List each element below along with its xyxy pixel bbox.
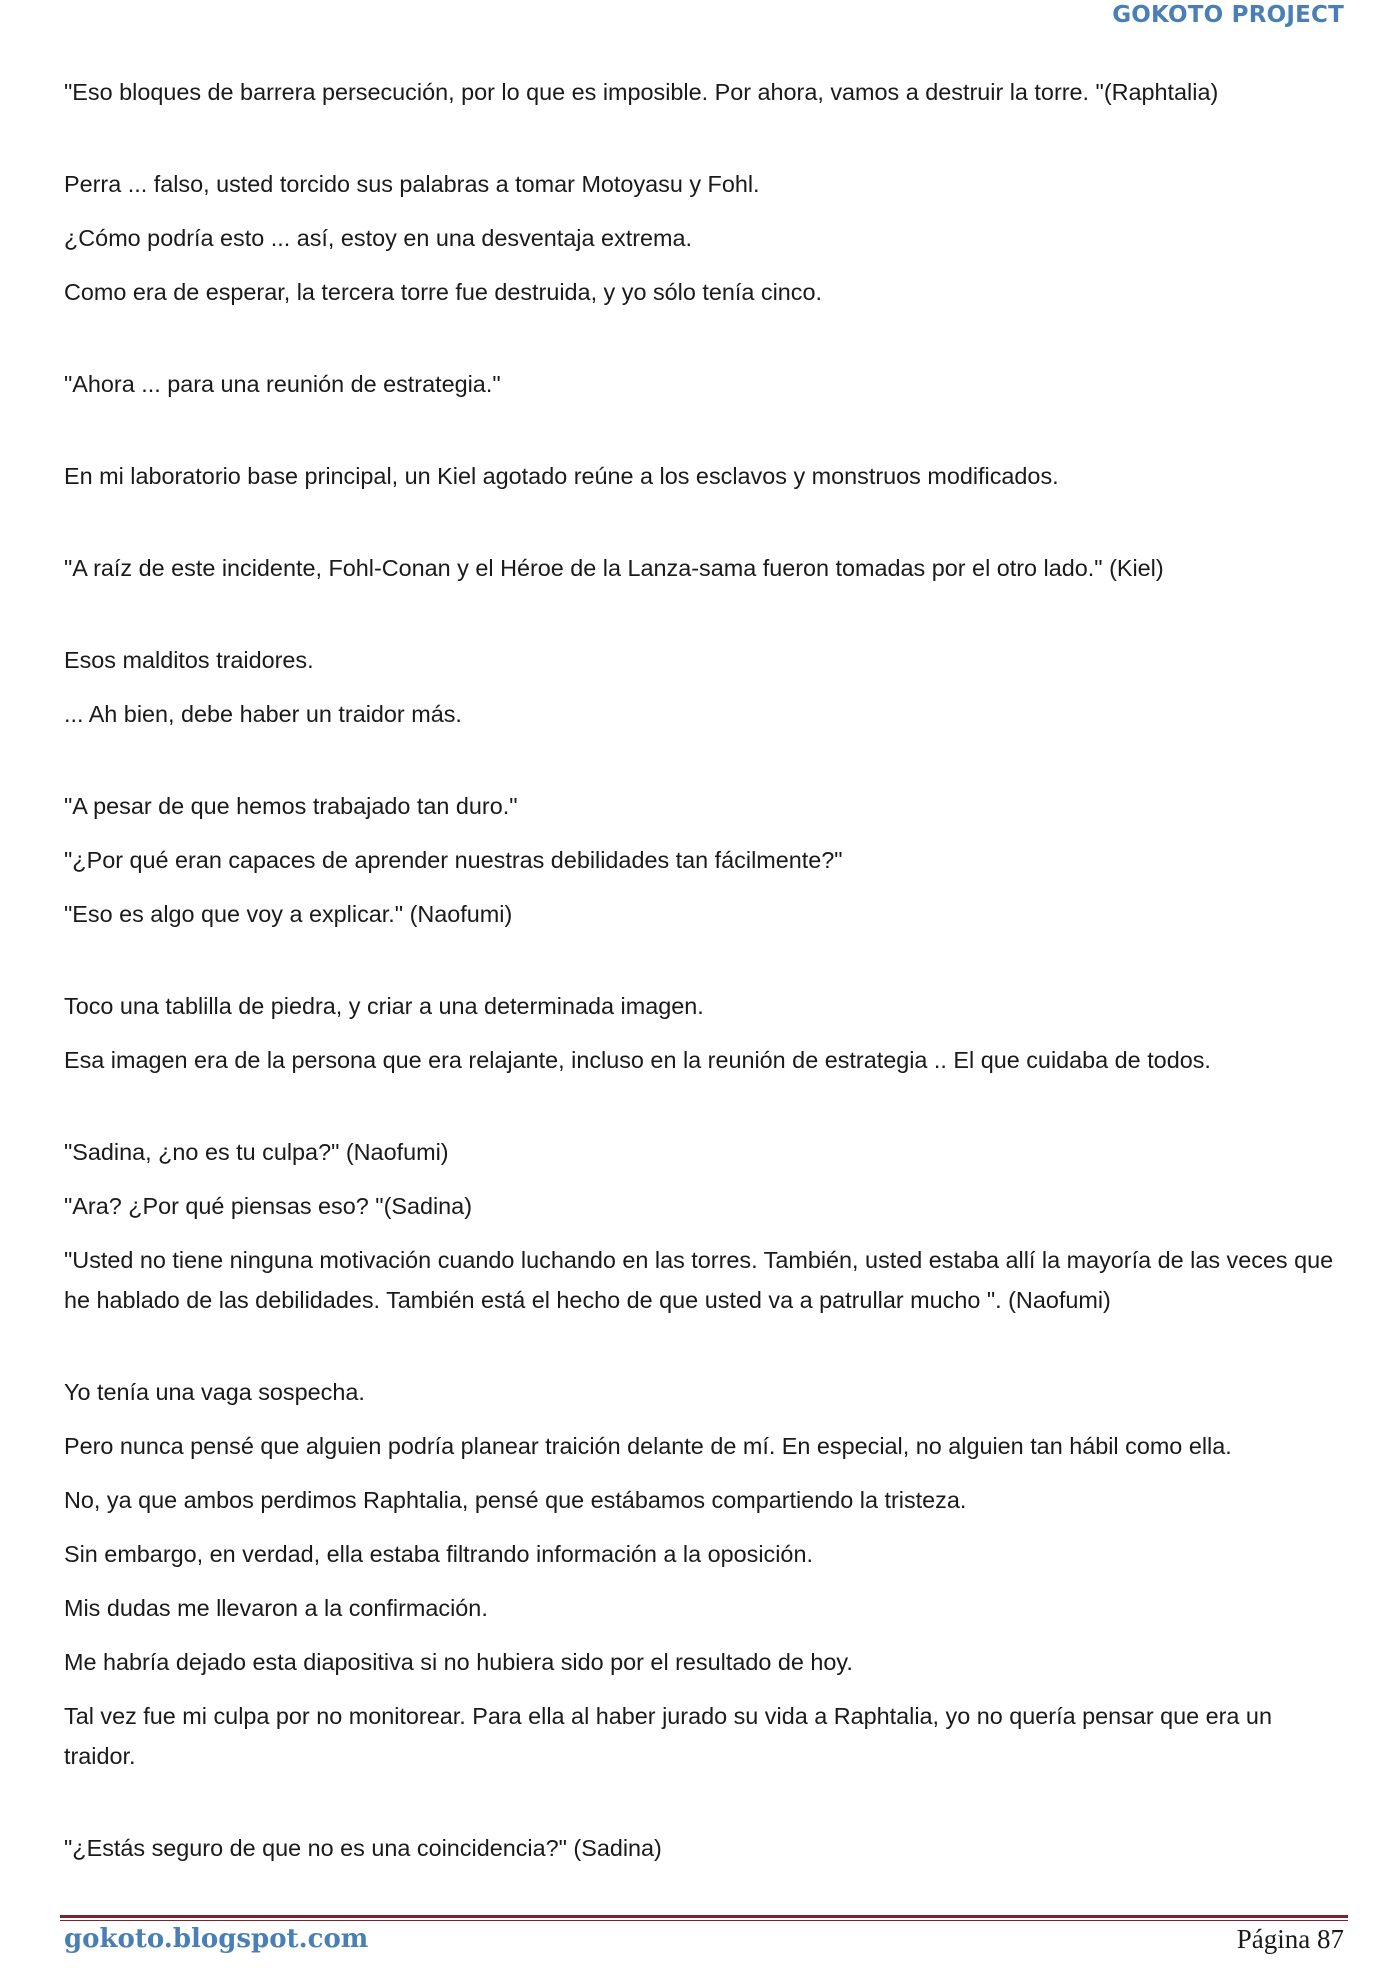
paragraph: ... Ah bien, debe haber un traidor más.	[64, 701, 462, 727]
paragraph: Perra ... falso, usted torcido sus palabras a tomar Motoyasu y Fohl.	[64, 171, 760, 197]
paragraph: Esa imagen era de la persona que era relajante, incluso en la reunión de estrategia .. El que cuidaba de todos.	[64, 1047, 1211, 1073]
footer-divider	[60, 1915, 1348, 1918]
paragraph: "Usted no tiene ninguna motivación cuando luchando en las torres. También, usted estaba allí la mayoría de las veces que he hablado de las debilidades. También está el hecho de que usted va a patrullar mucho ". (Naofumi)	[64, 1247, 1334, 1313]
paragraph: Esos malditos traidores.	[64, 647, 314, 673]
paragraph-gap	[64, 748, 1346, 786]
paragraph-gap	[64, 326, 1346, 364]
paragraph: "A pesar de que hemos trabajado tan duro."	[64, 793, 518, 819]
paragraph: "¿Por qué eran capaces de aprender nuestras debilidades tan fácilmente?"	[64, 847, 843, 873]
paragraph: Mis dudas me llevaron a la confirmación.	[64, 1595, 488, 1621]
paragraph: ¿Cómo podría esto ... así, estoy en una desventaja extrema.	[64, 225, 692, 251]
paragraph: Tal vez fue mi culpa por no monitorear. Para ella al haber jurado su vida a Raphtalia, yo no quería pensar que era un traidor.	[64, 1703, 1272, 1769]
paragraph: "¿Estás seguro de que no es una coincidencia?" (Sadina)	[64, 1835, 662, 1861]
paragraph: No, ya que ambos perdimos Raphtalia, pensé que estábamos compartiendo la tristeza.	[64, 1487, 967, 1513]
footer-divider-thin	[60, 1920, 1348, 1921]
paragraph: "Sadina, ¿no es tu culpa?" (Naofumi)	[64, 1139, 449, 1165]
paragraph: Me habría dejado esta diapositiva si no hubiera sido por el resultado de hoy.	[64, 1649, 853, 1675]
footer-page-number: Página 87	[1236, 1924, 1344, 1954]
paragraph-gap	[64, 1790, 1346, 1828]
paragraph: Como era de esperar, la tercera torre fue destruida, y yo sólo tenía cinco.	[64, 279, 822, 305]
paragraph: "Eso bloques de barrera persecución, por lo que es imposible. Por ahora, vamos a destruir la torre. "(Raphtalia)	[64, 79, 1219, 105]
paragraph: Sin embargo, en verdad, ella estaba filtrando información a la oposición.	[64, 1541, 813, 1567]
paragraph: "A raíz de este incidente, Fohl-Conan y el Héroe de la Lanza-sama fueron tomadas por el otro lado." (Kiel)	[64, 555, 1164, 581]
paragraph: "Eso es algo que voy a explicar." (Naofumi)	[64, 901, 513, 927]
paragraph-gap	[64, 1094, 1346, 1132]
paragraph-gap	[64, 510, 1346, 548]
header-project-title: GOKOTO PROJECT	[1112, 2, 1344, 28]
paragraph: Toco una tablilla de piedra, y criar a una determinada imagen.	[64, 993, 704, 1019]
document-body	[64, 72, 1346, 1882]
paragraph: En mi laboratorio base principal, un Kiel agotado reúne a los esclavos y monstruos modificados.	[64, 463, 1059, 489]
paragraph: Yo tenía una vaga sospecha.	[64, 1379, 365, 1405]
footer-site-link[interactable]: gokoto.blogspot.com	[64, 1924, 369, 1954]
paragraph-gap	[64, 126, 1346, 164]
paragraph: "Ahora ... para una reunión de estrategia."	[64, 371, 501, 397]
paragraph: "Ara? ¿Por qué piensas eso? "(Sadina)	[64, 1193, 472, 1219]
paragraph-gap	[64, 602, 1346, 640]
paragraph: Pero nunca pensé que alguien podría planear traición delante de mí. En especial, no alguien tan hábil como ella.	[64, 1433, 1232, 1459]
paragraph-gap	[64, 1334, 1346, 1372]
paragraph-gap	[64, 948, 1346, 986]
paragraph-gap	[64, 418, 1346, 456]
